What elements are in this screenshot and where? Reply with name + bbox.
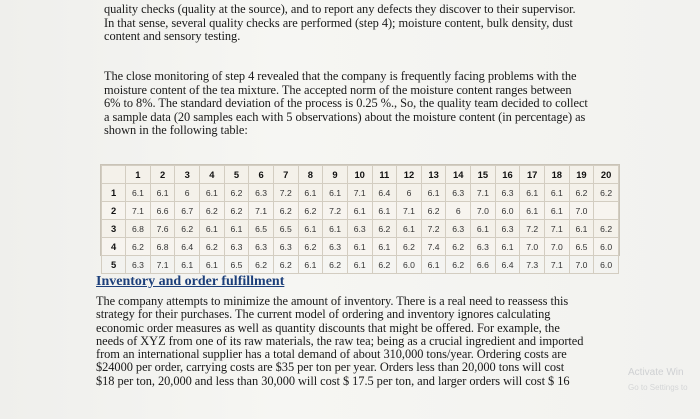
table-cell: 6.8 [150, 238, 175, 256]
table-cell: 6.1 [544, 202, 569, 220]
table-cell: 6.2 [397, 238, 422, 256]
table-cell: 6.7 [175, 202, 200, 220]
table-cell: 6.4 [175, 238, 200, 256]
table-cell: 6.2 [323, 256, 348, 274]
table-cell: 6.3 [495, 184, 520, 202]
table-cell: 6.2 [224, 184, 249, 202]
table-cell: 6.6 [150, 202, 175, 220]
table-cell: 6.0 [495, 202, 520, 220]
table-cell: 7.0 [544, 238, 569, 256]
activate-windows-watermark: Activate Win [628, 367, 684, 378]
text-line: needs of XYZ from one of its raw materials, the raw tea; being as a crucial ingredient and imported [96, 333, 584, 348]
table-cell: 6.2 [273, 202, 298, 220]
table-cell: 6.2 [298, 202, 323, 220]
row-header: 2 [102, 202, 126, 220]
table-cell: 6.1 [397, 220, 422, 238]
table-cell: 6.1 [298, 256, 323, 274]
column-header: 4 [200, 166, 225, 184]
table-cell: 7.1 [471, 184, 496, 202]
text-line: The company attempts to minimize the amount of inventory. There is a real need to reassess this [96, 294, 569, 308]
moisture-data-table [101, 165, 619, 274]
table-cell: 7.1 [347, 184, 372, 202]
section-heading-inventory: Inventory and order fulfillment [96, 274, 285, 289]
table-cell: 6.5 [249, 220, 274, 238]
table-cell: 6.1 [569, 220, 594, 238]
table-cell: 6.6 [471, 256, 496, 274]
table-cell: 6.2 [569, 184, 594, 202]
table-cell: 6.1 [175, 256, 200, 274]
text-line: strategy for their purchases. The current model of ordering and inventory ignores calculating [96, 307, 551, 322]
table-cell: 6.1 [347, 202, 372, 220]
table-row [102, 184, 619, 202]
table-cell: 6.0 [594, 238, 619, 256]
table-cell: 6.1 [323, 220, 348, 238]
table-cell: 6.4 [372, 184, 397, 202]
table-cell: 6.8 [126, 220, 151, 238]
table-cell: 6.2 [298, 238, 323, 256]
column-header: 14 [446, 166, 471, 184]
text-line: quality checks (quality at the source), and to report any defects they discover to their supervisor. [104, 2, 576, 16]
table-row [102, 202, 619, 220]
column-header: 1 [126, 166, 151, 184]
table-cell: 6.2 [446, 238, 471, 256]
table-cell: 6.1 [200, 220, 225, 238]
table-cell: 6.1 [200, 256, 225, 274]
table-cell: 6.1 [421, 256, 446, 274]
text-line: from an international supplier has a total demand of about 310,000 tons/year. Ordering costs are [96, 347, 567, 362]
table-cell: 6.1 [298, 220, 323, 238]
table-cell: 6.1 [298, 184, 323, 202]
text-line: content and sensory testing. [104, 29, 241, 44]
table-cell: 6 [446, 202, 471, 220]
table-row [102, 220, 619, 238]
table-cell: 6.1 [372, 238, 397, 256]
table-cell: 7.6 [150, 220, 175, 238]
table-cell: 7.1 [126, 202, 151, 220]
table-cell: 6.1 [495, 238, 520, 256]
table-cell: 6.3 [446, 184, 471, 202]
table-cell: 6.2 [175, 220, 200, 238]
column-header: 15 [471, 166, 496, 184]
text-line: $24000 per order, carrying costs are $35 per ton per year. Orders less than 20,000 tons will cost [96, 360, 565, 375]
table-cell: 7.0 [569, 202, 594, 220]
table-row [102, 238, 619, 256]
table-cell: 6.2 [126, 238, 151, 256]
table-cell: 6.1 [421, 184, 446, 202]
table-header-row [102, 166, 619, 184]
table-cell: 6.5 [569, 238, 594, 256]
table-cell: 6 [175, 184, 200, 202]
table-cell: 6.4 [495, 256, 520, 274]
moisture-data-table-container [100, 164, 620, 270]
table-cell: 6.2 [200, 202, 225, 220]
table-cell: 6 [397, 184, 422, 202]
paragraph-quality-checks [104, 3, 674, 44]
column-header: 18 [544, 166, 569, 184]
table-cell: 7.3 [520, 256, 545, 274]
column-header: 12 [397, 166, 422, 184]
column-header: 7 [273, 166, 298, 184]
row-header: 1 [102, 184, 126, 202]
text-line: shown in the following table: [104, 123, 248, 138]
table-cell: 6.2 [273, 256, 298, 274]
table-cell: 6.3 [224, 238, 249, 256]
table-cell: 6.3 [495, 220, 520, 238]
table-cell: 7.1 [249, 202, 274, 220]
column-header: 5 [224, 166, 249, 184]
column-header: 8 [298, 166, 323, 184]
table-cell: 6.0 [397, 256, 422, 274]
table-cell: 6.3 [323, 238, 348, 256]
table-cell: 6.0 [594, 256, 619, 274]
table-cell: 7.4 [421, 238, 446, 256]
table-cell: 6.2 [594, 220, 619, 238]
table-cell: 7.2 [323, 202, 348, 220]
table-cell: 6.3 [126, 256, 151, 274]
table-row [102, 256, 619, 274]
row-header: 3 [102, 220, 126, 238]
table-cell: 6.2 [200, 238, 225, 256]
table-cell: 6.1 [200, 184, 225, 202]
table-cell: 6.1 [520, 184, 545, 202]
row-header: 5 [102, 256, 126, 274]
column-header: 6 [249, 166, 274, 184]
table-cell: 6.3 [273, 238, 298, 256]
column-header: 9 [323, 166, 348, 184]
table-cell: 6.1 [520, 202, 545, 220]
table-body [102, 184, 619, 274]
column-header: 17 [520, 166, 545, 184]
table-cell [594, 202, 619, 220]
column-header: 13 [421, 166, 446, 184]
table-cell: 6.2 [372, 220, 397, 238]
table-cell: 6.2 [224, 202, 249, 220]
column-header: 2 [150, 166, 175, 184]
row-header: 4 [102, 238, 126, 256]
table-cell: 7.1 [150, 256, 175, 274]
table-cell: 6.1 [150, 184, 175, 202]
table-cell: 7.1 [544, 220, 569, 238]
table-cell: 7.0 [471, 202, 496, 220]
table-cell: 6.2 [594, 184, 619, 202]
table-cell: 6.3 [249, 238, 274, 256]
table-cell: 6.2 [446, 256, 471, 274]
text-line: moisture content of the tea mixture. The accepted norm of the moisture content ranges between [104, 82, 572, 97]
text-line: 6% to 8%. The standard deviation of the process is 0.25 %., So, the quality team decided to collect [104, 96, 588, 111]
text-line: a sample data (20 samples each with 5 observations) about the moisture content (in percentage) as [104, 109, 586, 124]
column-header: 19 [569, 166, 594, 184]
text-line: In that sense, several quality checks are performed (step 4); moisture content, bulk density, dust [104, 15, 573, 30]
table-cell: 7.1 [544, 256, 569, 274]
table-cell: 6.5 [273, 220, 298, 238]
table-cell: 6.1 [126, 184, 151, 202]
column-header: 20 [594, 166, 619, 184]
table-corner-cell [102, 166, 126, 184]
table-cell: 7.2 [421, 220, 446, 238]
table-cell: 6.2 [421, 202, 446, 220]
table-cell: 6.3 [249, 184, 274, 202]
table-cell: 6.1 [471, 220, 496, 238]
column-header: 11 [372, 166, 397, 184]
column-header: 10 [347, 166, 372, 184]
table-cell: 7.2 [520, 220, 545, 238]
column-header: 16 [495, 166, 520, 184]
text-line: The close monitoring of step 4 revealed that the company is frequently facing problems with the [104, 69, 577, 83]
table-cell: 6.1 [347, 238, 372, 256]
table-cell: 6.3 [471, 238, 496, 256]
table-cell: 6.1 [372, 202, 397, 220]
column-header: 3 [175, 166, 200, 184]
table-cell: 6.1 [323, 184, 348, 202]
table-cell: 6.1 [347, 256, 372, 274]
table-cell: 6.1 [224, 220, 249, 238]
table-cell: 7.0 [569, 256, 594, 274]
table-cell: 6.5 [224, 256, 249, 274]
table-cell: 7.0 [520, 238, 545, 256]
table-cell: 7.1 [397, 202, 422, 220]
paragraph-moisture-monitoring [104, 70, 684, 138]
text-line: economic order measures as well as quantity discounts that might be offered. For example, the [96, 320, 560, 335]
table-cell: 6.2 [249, 256, 274, 274]
table-cell: 6.3 [446, 220, 471, 238]
table-cell: 6.2 [372, 256, 397, 274]
table-cell: 7.2 [273, 184, 298, 202]
table-cell: 6.1 [544, 184, 569, 202]
table-cell: 6.3 [347, 220, 372, 238]
paragraph-inventory [96, 295, 696, 388]
activate-windows-subtitle: Go to Settings to [628, 383, 688, 392]
text-line: $18 per ton, 20,000 and less than 30,000 will cost $ 17.5 per ton, and larger orders will cost $ 16 [96, 373, 570, 388]
